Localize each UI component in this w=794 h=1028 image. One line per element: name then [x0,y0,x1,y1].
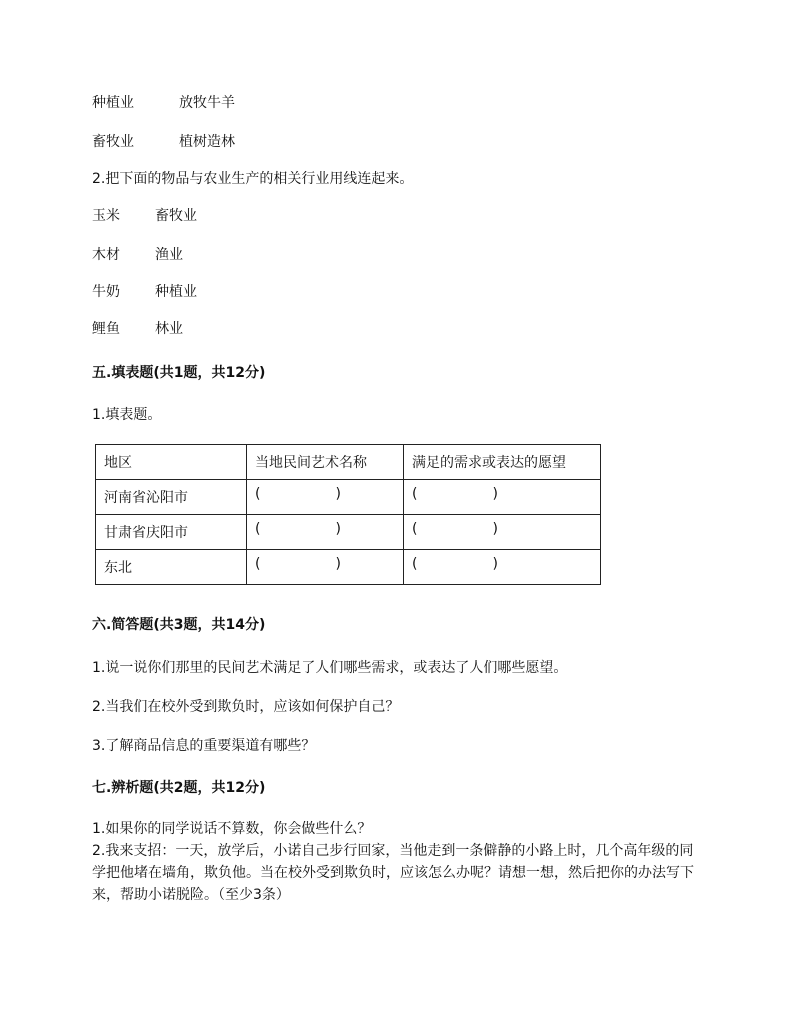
question-text: 3.了解商品信息的重要渠道有哪些？ [92,738,316,754]
table-row [96,550,601,585]
table-header-row [96,445,601,480]
answer-cell[interactable] [247,515,404,550]
region-cell: 甘肃省庆阳市 [96,515,247,550]
section-heading: 五.填表题(共1题，共12分) [92,365,266,381]
question-text: 2.当我们在校外受到欺负时，应该如何保护自己？ [92,699,400,715]
blank-parens: ( ) [255,556,341,572]
match-right: 种植业 [155,284,197,300]
answer-cell[interactable] [247,550,404,585]
match-right: 植树造林 [179,134,235,150]
blank-parens: ( ) [255,486,341,502]
blank-parens: ( ) [412,486,498,502]
question-text: 1.填表题。 [92,407,162,423]
blank-parens: ( ) [255,521,341,537]
answer-cell[interactable] [404,515,601,550]
region-cell: 河南省沁阳市 [96,480,247,515]
match-left: 牛奶 [92,284,120,300]
match-right: 渔业 [155,247,183,263]
match-left: 鲤鱼 [92,321,120,337]
question-text: 1.如果你的同学说话不算数，你会做些什么？ [92,821,372,837]
match-right: 放牧牛羊 [179,95,235,111]
section-heading: 六.简答题(共3题，共14分) [92,617,266,633]
answer-cell[interactable] [404,480,601,515]
answer-cell[interactable] [247,480,404,515]
blank-parens: ( ) [412,556,498,572]
match-left: 种植业 [92,95,134,111]
fill-table [95,444,601,585]
match-right: 林业 [155,321,183,337]
section-heading: 七.辨析题(共2题，共12分) [92,780,266,796]
match-left: 木材 [92,247,120,263]
blank-parens: ( ) [412,521,498,537]
match-left: 畜牧业 [92,134,134,150]
question-text: 1.说一说你们那里的民间艺术满足了人们哪些需求，或表达了人们哪些愿望。 [92,660,568,676]
question-paragraph: 2.我来支招：一天，放学后，小诺自己步行回家，当他走到一条僻静的小路上时，几个高年级的同学把他堵在墙角，欺负他。当在校外受到欺负时，应该怎么办呢？请想一想，然后把你的办法写下来，帮助小诺脱险。（至少3条） [92,843,694,903]
question-text: 2.把下面的物品与农业生产的相关行业用线连起来。 [92,171,414,187]
region-cell: 东北 [96,550,247,585]
table-header-cell: 满足的需求或表达的愿望 [404,445,601,480]
table-row [96,480,601,515]
table-header-cell: 当地民间艺术名称 [247,445,404,480]
answer-cell[interactable] [404,550,601,585]
match-left: 玉米 [92,208,120,224]
match-right: 畜牧业 [155,208,197,224]
table-header-cell: 地区 [96,445,247,480]
table-row [96,515,601,550]
